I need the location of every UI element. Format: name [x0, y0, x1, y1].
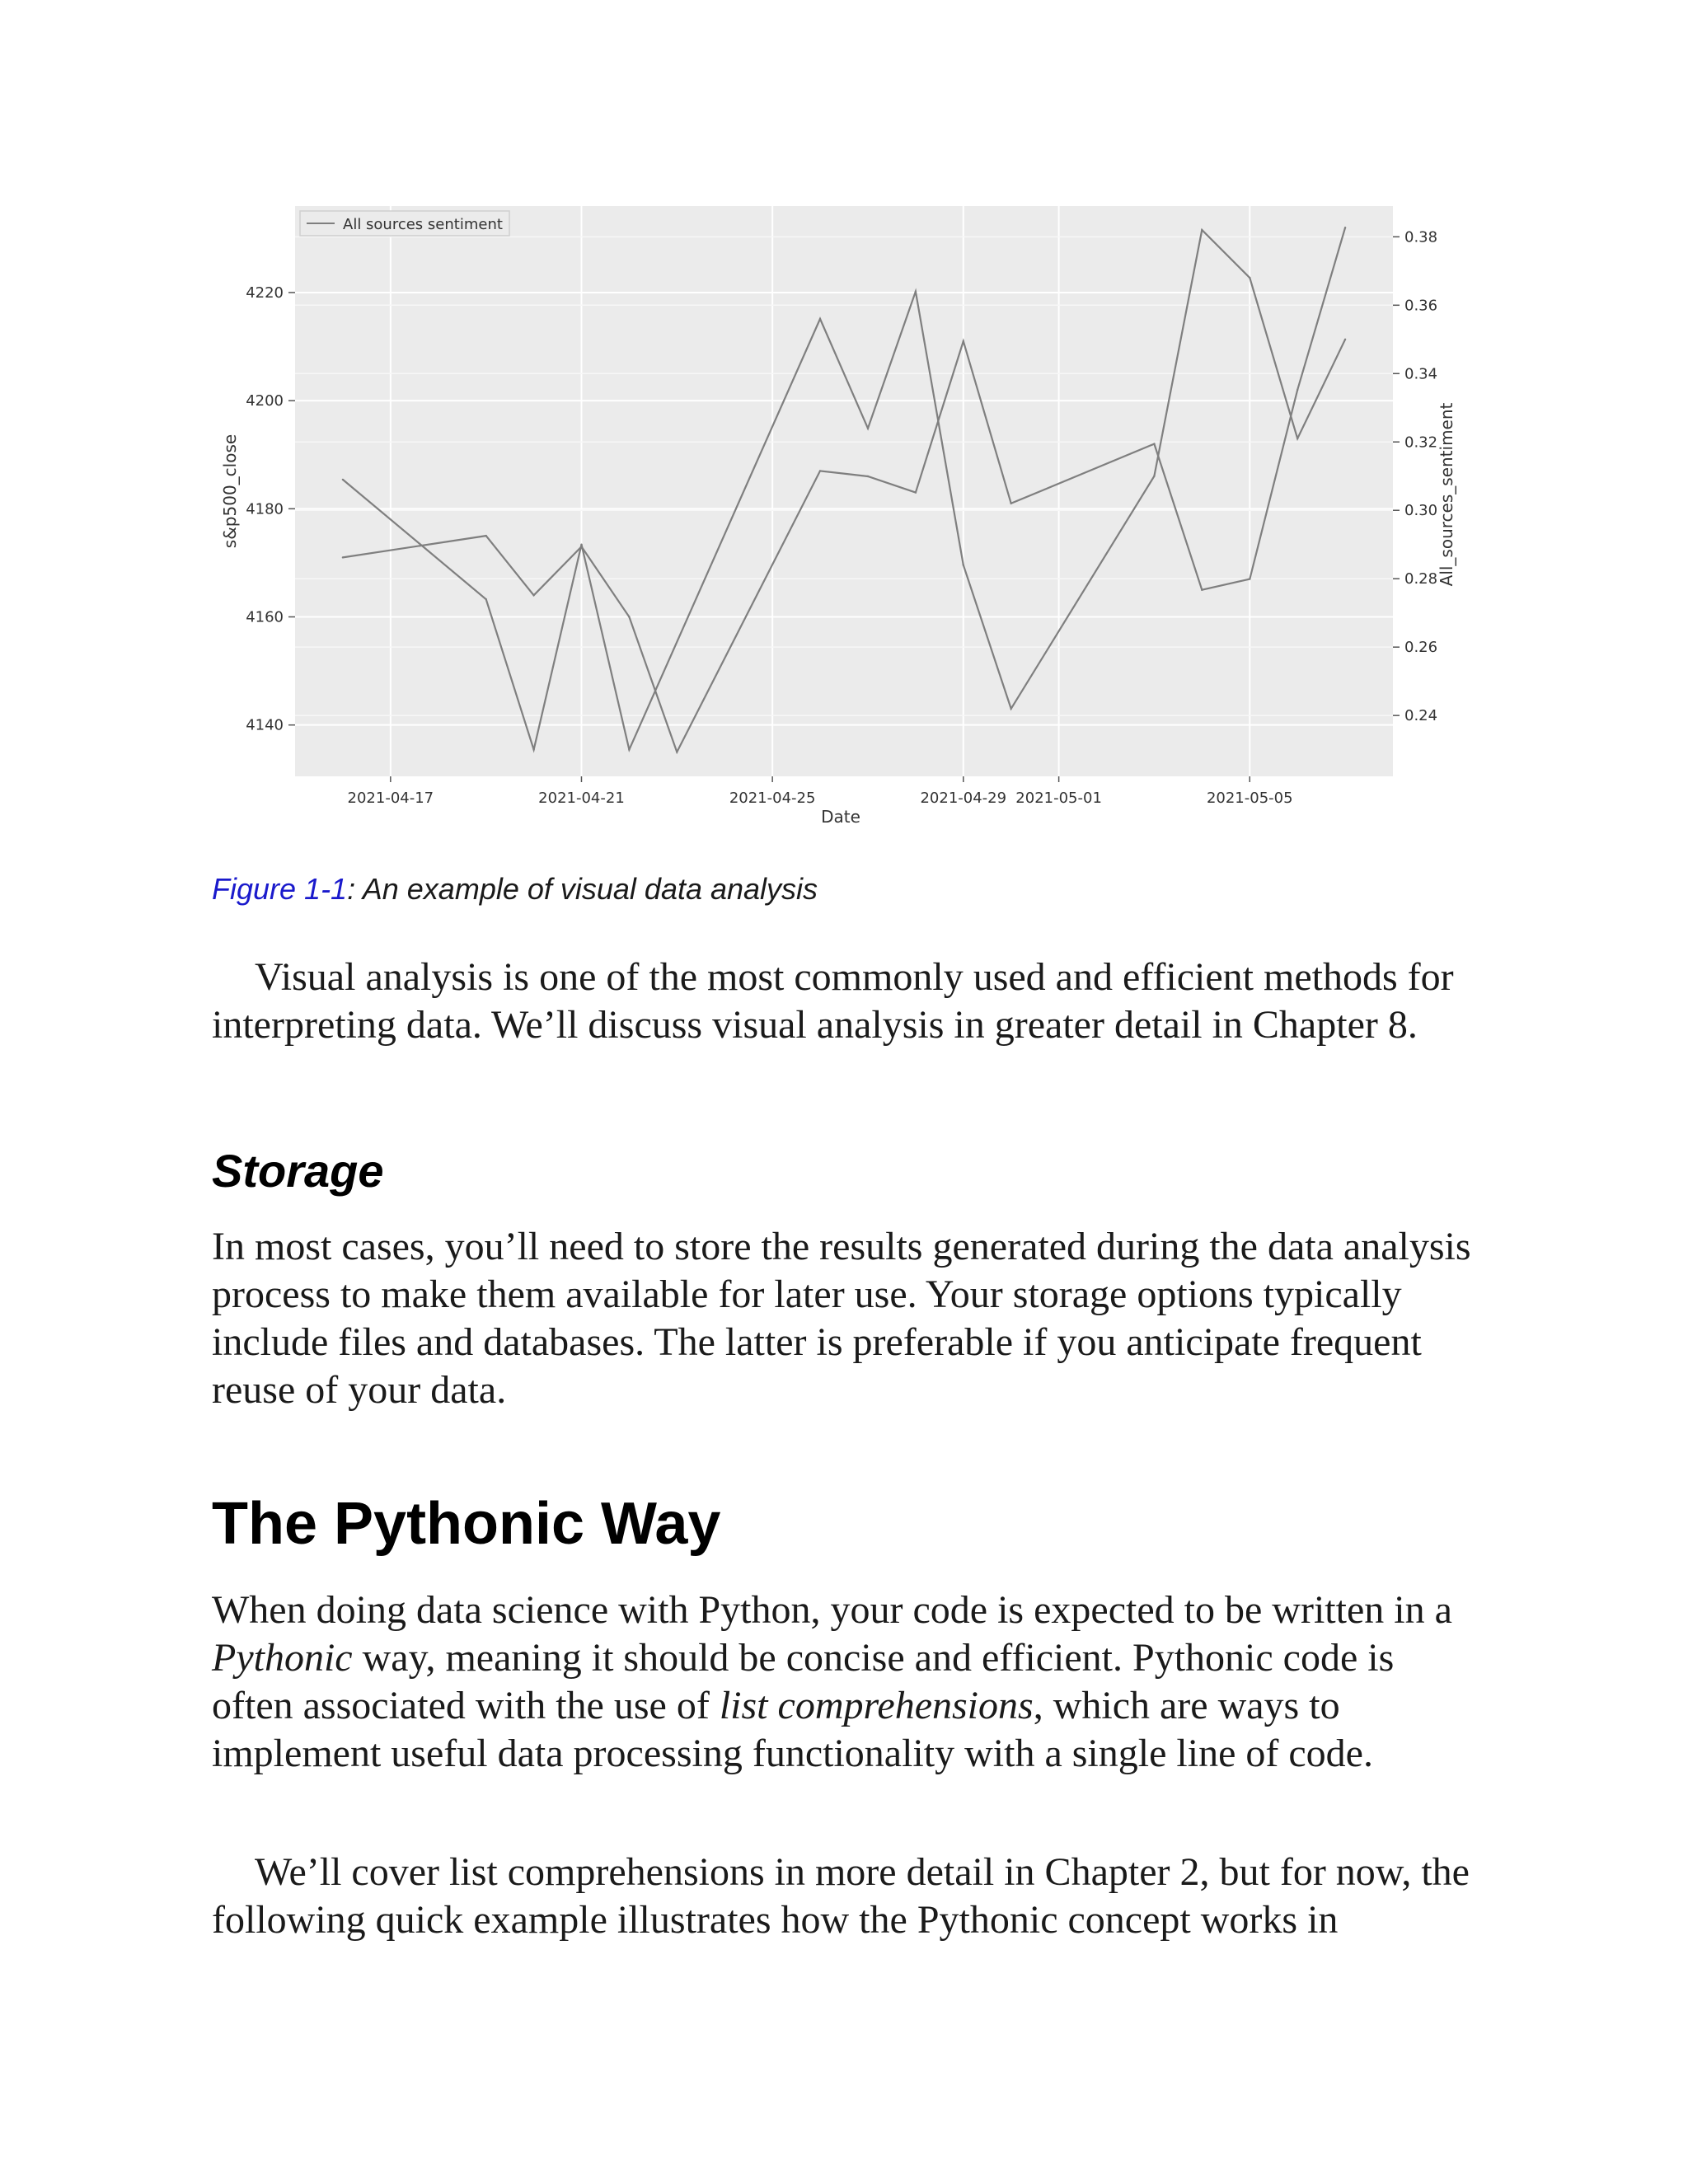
pythonic-emphasis: Pythonic — [212, 1636, 353, 1680]
figure-reference-link[interactable]: Figure 1-1 — [212, 872, 348, 906]
paragraph-pythonic — [212, 1586, 1481, 1778]
legend — [300, 211, 509, 236]
paragraph-storage: In most cases, you’ll need to store the results generated during the data analysis process to make them available for later use. Your storage options typically include files and databases. The latter is preferable if you anticipate frequent reuse of your data. — [212, 1225, 1471, 1412]
sentiment-point — [915, 291, 917, 293]
y-right-axis-label: All_sources_sentiment — [1437, 402, 1456, 587]
y-right-tick-label: 0.34 — [1404, 365, 1438, 383]
sentiment-point — [485, 598, 487, 600]
heading-pythonic-way: The Pythonic Way — [212, 1491, 721, 1557]
x-tick-label: 2021-04-29 — [920, 790, 1007, 807]
sentiment-point — [628, 748, 630, 750]
pythonic-text-a: When doing data science with Python, your code is expected to be written in a — [212, 1588, 1452, 1632]
sentiment-vs-sp500-chart — [206, 191, 1484, 842]
sentiment-point — [1201, 229, 1203, 231]
x-tick-label: 2021-04-17 — [347, 790, 434, 807]
pythonic-text-b: way, meaning it should be concise and efficient. Pythonic code is often associated with the use of — [212, 1636, 1395, 1727]
sp500-close-point — [532, 594, 534, 596]
x-tick-label: 2021-04-25 — [729, 790, 816, 807]
y-left-tick-label: 4160 — [246, 608, 284, 626]
y-right-tick-label: 0.36 — [1404, 297, 1438, 315]
sp500-close-point — [1153, 443, 1155, 444]
sentiment-point — [867, 428, 869, 429]
y-left-tick-label: 4200 — [246, 392, 284, 410]
sentiment-point — [1010, 708, 1012, 710]
figure-caption-text: : An example of visual data analysis — [347, 872, 818, 906]
heading-storage: Storage — [212, 1145, 384, 1197]
sp500-close-point — [819, 470, 821, 471]
sp500-close-point — [867, 476, 869, 477]
x-axis-label: Date — [821, 807, 860, 827]
pythonic-text-c: , which are ways to implement useful data processing functionality with a single line of code. — [212, 1684, 1373, 1775]
y-right-tick-label: 0.28 — [1404, 570, 1438, 588]
plot-area — [295, 206, 1393, 776]
sentiment-point — [580, 544, 582, 546]
sentiment-point — [1249, 277, 1250, 279]
x-tick-label: 2021-04-21 — [538, 790, 625, 807]
sp500-close-point — [915, 491, 917, 493]
sp500-close-point — [342, 556, 344, 558]
sp500-close-point — [1249, 578, 1250, 579]
sentiment-point — [819, 318, 821, 320]
figure-caption — [212, 872, 818, 907]
y-right-tick-label: 0.26 — [1404, 639, 1438, 657]
y-right-tick-label: 0.32 — [1404, 434, 1438, 452]
sentiment-point — [1344, 339, 1346, 340]
x-tick-label: 2021-05-01 — [1015, 790, 1102, 807]
y-left-tick-label: 4180 — [246, 500, 284, 518]
sentiment-point — [532, 748, 534, 750]
y-left-axis-label: s&p500_close — [220, 434, 240, 549]
sentiment-point — [342, 479, 344, 480]
y-right-tick-label: 0.24 — [1404, 707, 1438, 725]
sentiment-point — [1153, 476, 1155, 477]
x-tick-label: 2021-05-05 — [1206, 790, 1293, 807]
sentiment-point — [963, 564, 964, 565]
y-left-tick-label: 4220 — [246, 284, 284, 302]
y-right-tick-label: 0.38 — [1404, 228, 1438, 246]
sp500-close-point — [485, 535, 487, 537]
sp500-close-point — [1201, 589, 1203, 591]
sp500-close-point — [1010, 503, 1012, 504]
sentiment-point — [1296, 438, 1298, 439]
y-right-tick-label: 0.30 — [1404, 502, 1438, 520]
paragraph-visual-analysis: Visual analysis is one of the most commonly used and efficient methods for interpreting data. We’ll discuss visual analysis in greater detail in Chapter 8. — [212, 955, 1454, 1047]
list-comprehensions-emphasis: list comprehensions — [719, 1684, 1034, 1727]
sp500-close-point — [1296, 389, 1298, 391]
sp500-close-point — [963, 340, 964, 342]
paragraph-list-comprehensions: We’ll cover list comprehensions in more detail in Chapter 2, but for now, the following quick example illustrates how the Pythonic concept works in — [212, 1850, 1470, 1942]
sp500-close-point — [676, 751, 678, 752]
sp500-close-point — [628, 616, 630, 617]
legend-label: All sources sentiment — [343, 216, 503, 233]
sp500-close-point — [1344, 227, 1346, 228]
y-left-tick-label: 4140 — [246, 716, 284, 734]
